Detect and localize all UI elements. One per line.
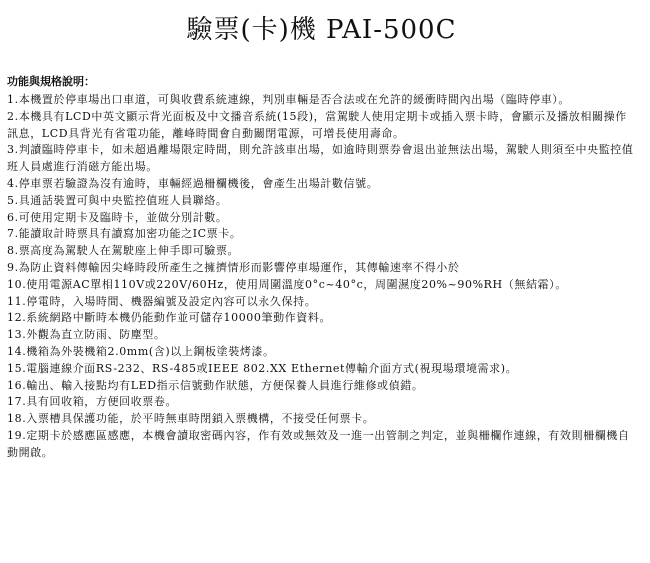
spec-item-18: 18.入票槽具保護功能，於平時無車時閉鎖入票機構，不接受任何票卡。 — [7, 412, 375, 426]
spec-item-16: 16.輸出、輸入接點均有LED指示信號動作狀態，方便保養人員進行維修或偵錯。 — [7, 378, 424, 392]
spec-item-11: 11.停電時，入場時間、機器編號及設定內容可以永久保持。 — [7, 294, 317, 308]
section-heading: 功能與規格說明： — [7, 75, 95, 88]
spec-item-2: 2.本機具有LCD中英文顯示背光面板及中文播音系統(15段)，當駕駛人使用定期卡或插入票卡時，會顯示及播放相關操作訊息，LCD具背光有省電功能，離峰時間會自動關閉電源，可增長使用壽命。 — [7, 109, 627, 140]
spec-item-7: 7.能讀取計時票具有讀寫加密功能之IC票卡。 — [7, 227, 242, 241]
spec-item-13: 13.外觀為直立防雨、防塵型。 — [7, 328, 166, 342]
spec-item-4: 4.停車票若驗證為沒有逾時，車輛經過柵欄機後，會產生出場計數信號。 — [7, 176, 379, 190]
spec-item-17: 17.具有回收箱，方便回收票卷。 — [7, 395, 178, 409]
spec-item-12: 12.系統網路中斷時本機仍能動作並可儲存10000筆動作資料。 — [7, 311, 332, 325]
spec-item-3: 3.判讀臨時停車卡，如未超過離場限定時間，則允許該車出場，如逾時則票券會退出並無法出場，駕駛人則須至中央監控值班人員處進行消磁方能出場。 — [7, 143, 634, 174]
spec-item-6: 6.可使用定期卡及臨時卡，並做分別計數。 — [7, 210, 228, 224]
spec-item-5: 5.具通話裝置可與中央監控值班人員聯絡。 — [7, 193, 228, 207]
spec-item-10: 10.使用電源AC單相110V或220V/60Hz，使用周圍溫度0°c~40°c，周圍濕度20%~90%RH（無結霜）。 — [7, 277, 567, 291]
spec-item-15: 15.電腦連線介面RS-232、RS-485或IEEE 802.XX Ethernet傳輸介面方式(視現場環境需求)。 — [7, 361, 518, 375]
document-title: 驗票(卡)機 PAI-500C — [186, 15, 457, 45]
spec-item-9: 9.為防止資料傳輸因尖峰時段所產生之擁擠情形而影響停車場運作，其傳輸速率不得小於 — [7, 260, 460, 274]
spec-list — [7, 92, 636, 462]
spec-item-19: 19.定期卡於感應區感應，本機會讀取密碼內容，作有效或無效及一進一出管制之判定，並與柵欄作連線，有效則柵欄機自動開啟。 — [7, 428, 630, 459]
spec-item-14: 14.機箱為外裝機箱2.0mm(含)以上鋼板塗裝烤漆。 — [7, 344, 275, 358]
spec-item-1: 1.本機置於停車場出口車道，可與收費系統連線，判別車輛是否合法或在允許的緩衝時間內出場（臨時停車）。 — [7, 93, 570, 106]
spec-item-8: 8.票高度為駕駛人在駕駛座上伸手即可驗票。 — [7, 244, 240, 258]
